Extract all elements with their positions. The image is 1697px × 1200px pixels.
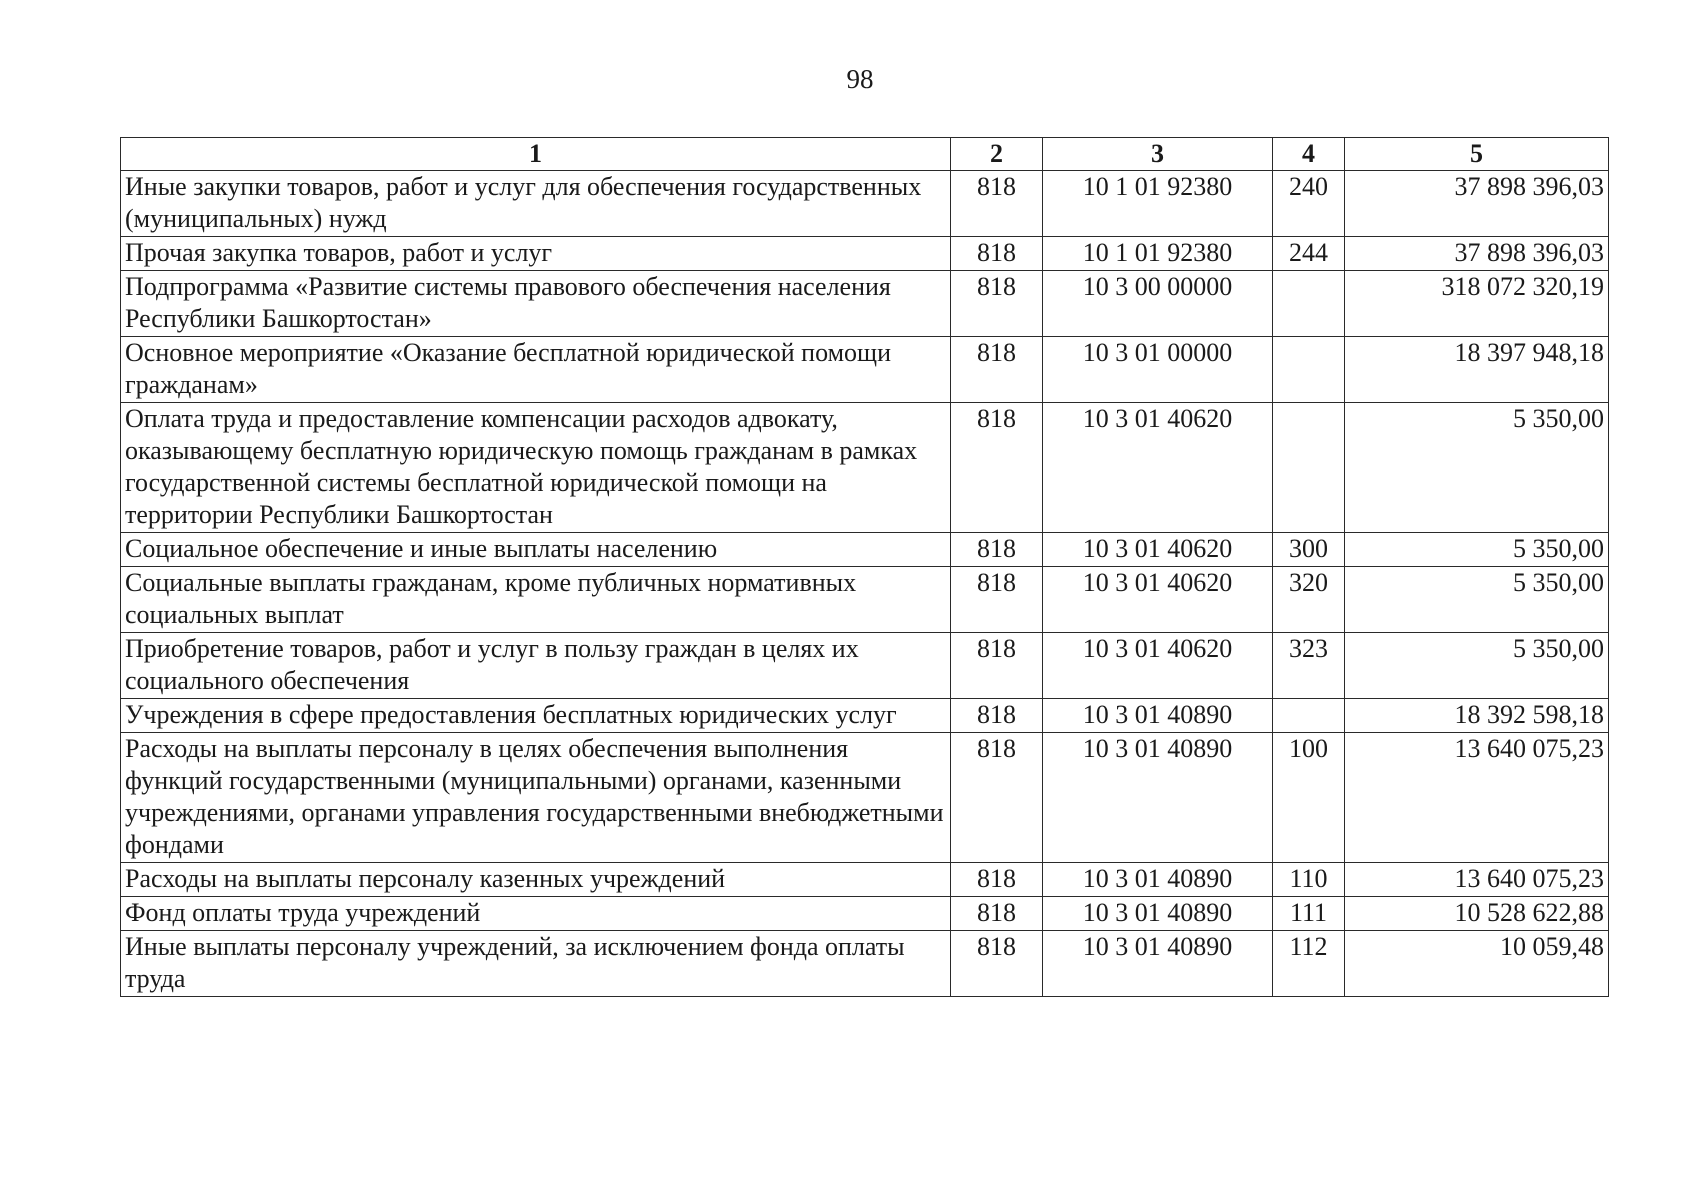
row-article: 10 3 01 40620 [1043,567,1273,633]
row-type: 240 [1273,171,1345,237]
row-amount: 318 072 320,19 [1345,271,1609,337]
table-row [121,533,1609,567]
row-article: 10 1 01 92380 [1043,171,1273,237]
row-code: 818 [951,237,1043,271]
table-row [121,271,1609,337]
row-name: Приобретение товаров, работ и услуг в пользу граждан в целях их социального обеспечения [121,633,951,699]
row-article: 10 3 01 40890 [1043,733,1273,863]
row-code: 818 [951,733,1043,863]
header-col-2: 2 [951,138,1043,171]
row-article: 10 3 01 40620 [1043,633,1273,699]
row-amount: 37 898 396,03 [1345,237,1609,271]
row-amount: 18 397 948,18 [1345,337,1609,403]
row-code: 818 [951,533,1043,567]
row-name: Основное мероприятие «Оказание бесплатной юридической помощи гражданам» [121,337,951,403]
row-type: 100 [1273,733,1345,863]
row-type [1273,403,1345,533]
row-type: 320 [1273,567,1345,633]
row-name: Прочая закупка товаров, работ и услуг [121,237,951,271]
row-amount: 18 392 598,18 [1345,699,1609,733]
row-code: 818 [951,567,1043,633]
header-col-3: 3 [1043,138,1273,171]
row-amount: 10 528 622,88 [1345,897,1609,931]
row-article: 10 3 01 40620 [1043,403,1273,533]
row-name: Подпрограмма «Развитие системы правового обеспечения населения Республики Башкортостан» [121,271,951,337]
header-col-1: 1 [121,138,951,171]
row-amount: 13 640 075,23 [1345,733,1609,863]
row-type: 244 [1273,237,1345,271]
row-type: 300 [1273,533,1345,567]
table-row [121,897,1609,931]
header-col-5: 5 [1345,138,1609,171]
row-article: 10 3 01 40890 [1043,897,1273,931]
row-amount: 5 350,00 [1345,633,1609,699]
table-row [121,863,1609,897]
table-row [121,337,1609,403]
row-amount: 5 350,00 [1345,533,1609,567]
row-code: 818 [951,863,1043,897]
page-number: 98 [846,64,874,94]
table-row [121,171,1609,237]
row-code: 818 [951,699,1043,733]
row-code: 818 [951,931,1043,997]
table-row [121,237,1609,271]
row-name: Расходы на выплаты персоналу казенных учреждений [121,863,951,897]
row-amount: 5 350,00 [1345,403,1609,533]
row-article: 10 3 01 40890 [1043,931,1273,997]
row-article: 10 3 01 40890 [1043,699,1273,733]
table-row [121,931,1609,997]
row-amount: 37 898 396,03 [1345,171,1609,237]
row-code: 818 [951,897,1043,931]
header-col-4: 4 [1273,138,1345,171]
budget-table [120,137,1609,997]
row-type: 110 [1273,863,1345,897]
row-name: Иные закупки товаров, работ и услуг для обеспечения государственных (муниципальных) нужд [121,171,951,237]
row-amount: 13 640 075,23 [1345,863,1609,897]
row-name: Расходы на выплаты персоналу в целях обеспечения выполнения функций государственными (муниципальными) органами, казенными учреждениями, органами управления государственными внебюджетными фондами [121,733,951,863]
row-code: 818 [951,633,1043,699]
row-amount: 10 059,48 [1345,931,1609,997]
row-name: Учреждения в сфере предоставления бесплатных юридических услуг [121,699,951,733]
row-code: 818 [951,271,1043,337]
row-type: 112 [1273,931,1345,997]
table-row [121,733,1609,863]
row-name: Социальное обеспечение и иные выплаты населению [121,533,951,567]
row-type [1273,337,1345,403]
row-article: 10 1 01 92380 [1043,237,1273,271]
row-code: 818 [951,337,1043,403]
row-code: 818 [951,403,1043,533]
table-row [121,633,1609,699]
row-code: 818 [951,171,1043,237]
row-name: Социальные выплаты гражданам, кроме публичных нормативных социальных выплат [121,567,951,633]
table-row [121,567,1609,633]
row-article: 10 3 01 40890 [1043,863,1273,897]
row-article: 10 3 01 00000 [1043,337,1273,403]
row-name: Иные выплаты персоналу учреждений, за исключением фонда оплаты труда [121,931,951,997]
table-row [121,403,1609,533]
row-name: Фонд оплаты труда учреждений [121,897,951,931]
row-type: 111 [1273,897,1345,931]
row-type: 323 [1273,633,1345,699]
row-name: Оплата труда и предоставление компенсации расходов адвокату, оказывающему бесплатную юридическую помощь гражданам в рамках государственной системы бесплатной юридической помощи на территории Республики Башкортостан [121,403,951,533]
row-type [1273,271,1345,337]
row-article: 10 3 01 40620 [1043,533,1273,567]
row-article: 10 3 00 00000 [1043,271,1273,337]
table-row [121,699,1609,733]
row-amount: 5 350,00 [1345,567,1609,633]
header-row [121,138,1609,171]
row-type [1273,699,1345,733]
